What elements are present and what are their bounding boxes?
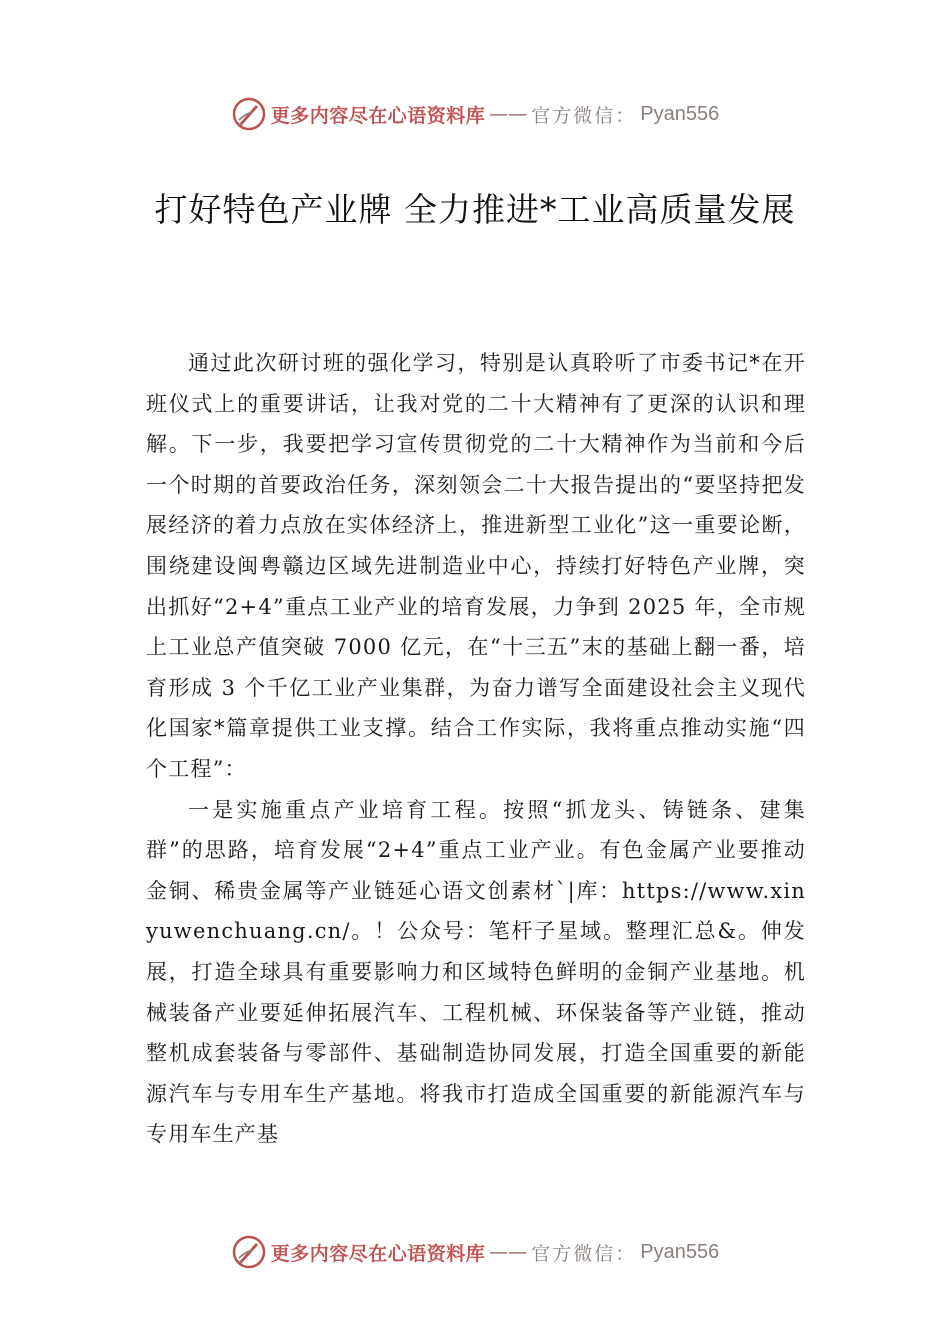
banner-label: 官方微信： [531, 104, 637, 127]
header-watermark-banner [0, 94, 950, 134]
pen-quill-logo-icon [231, 96, 267, 132]
footer-watermark-banner [0, 1232, 950, 1272]
banner-main-text: 更多内容尽在心语资料库 [270, 104, 486, 127]
banner-wechat-id: Pyan556 [640, 102, 720, 125]
pen-quill-logo-icon [231, 1234, 267, 1270]
document-title: 打好特色产业牌 全力推进*工业高质量发展 [154, 190, 796, 229]
paragraph-1: 通过此次研讨班的强化学习，特别是认真聆听了市委书记*在开班仪式上的重要讲话，让我对党的二十大精神有了更深的认识和理解。下一步，我要把学习宣传贯彻党的二十大精神作为当前和今后一个时期的首要政治任务，深刻领会二十大报告提出的“要坚持把发展经济的着力点放在实体经济上，推进新型工业化”这一重要论断，围绕建设闽粤赣边区域先进制造业中心，持续打好特色产业牌，突出抓好“2+4”重点工业产业的培育发展，力争到 2025 年，全市规上工业总产值突破 7000 亿元，在“十三五”末的基础上翻一番，培育形成 3 个千亿工业产业集群，为奋力谱写全面建设社会主义现代化国家*篇章提供工业支撑。结合工作实际，我将重点推动实施“四个工程”： [146, 351, 806, 781]
paragraph-2: 一是实施重点产业培育工程。按照“抓龙头、铸链条、建集群”的思路，培育发展“2+4”重点工业产业。有色金属产业要推动金铜、稀贵金属等产业链延心语文创素材`|库：https://www.xinyuwenchuang.cn/。！公众号：笔杆子星域。整理汇总&。伸发展，打造全球具有重要影响力和区域特色鲜明的金铜产业基地。机械装备产业要延伸拓展汽车、工程机械、环保装备等产业链，推动整机成套装备与零部件、基础制造协同发展，打造全国重要的新能源汽车与专用车生产基地。将我市打造成全国重要的新能源汽车与专用车生产基 [146, 797, 806, 1147]
banner-main-text: 更多内容尽在心语资料库 [270, 1242, 486, 1265]
document-body [146, 343, 806, 1155]
banner-wechat-id: Pyan556 [640, 1240, 720, 1263]
banner-label: 官方微信： [531, 1242, 637, 1265]
banner-separator: —— [489, 1241, 528, 1263]
banner-separator: —— [489, 103, 528, 125]
